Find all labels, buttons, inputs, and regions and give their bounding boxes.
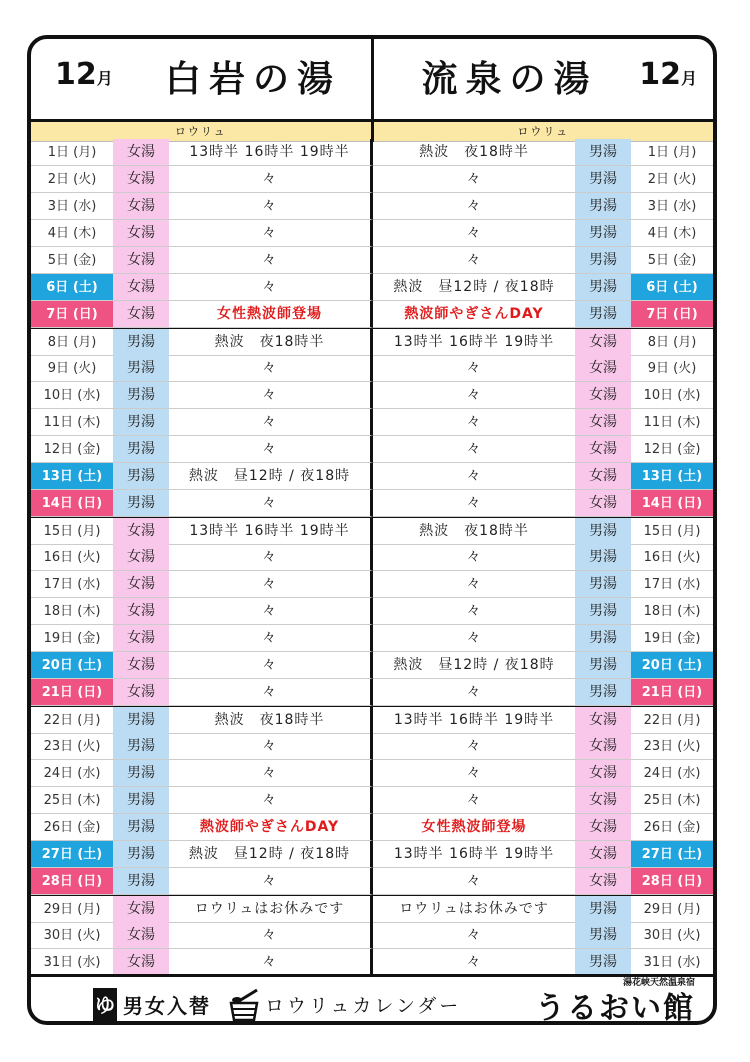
right-date-cell: 2日 (火) [631, 166, 713, 193]
right-date-cell: 22日 (月) [631, 707, 713, 734]
left-gender-cell: 男湯 [113, 355, 169, 382]
right-gender-cell: 男湯 [575, 166, 631, 193]
left-gender-cell: 男湯 [113, 329, 169, 356]
right-gender-cell: 男湯 [575, 301, 631, 328]
right-gender-cell: 女湯 [575, 707, 631, 734]
left-event-cell: 々 [169, 733, 373, 760]
right-event-cell: 熱波 昼12時 / 夜18時 [373, 652, 575, 679]
brand-name: うるおい館 [535, 990, 695, 1025]
left-gender-cell: 女湯 [113, 274, 169, 301]
right-gender-cell: 男湯 [575, 139, 631, 166]
left-gender-cell: 女湯 [113, 652, 169, 679]
footer-title-swap: 男女入替 [123, 994, 211, 1018]
right-gender-cell: 女湯 [575, 760, 631, 787]
right-date-cell: 28日 (日) [631, 868, 713, 895]
right-date-cell: 23日 (火) [631, 733, 713, 760]
left-date-cell: 6日 (土) [31, 274, 113, 301]
right-date-cell: 1日 (月) [631, 139, 713, 166]
left-gender-cell: 男湯 [113, 868, 169, 895]
month-left [55, 57, 113, 92]
header-right [374, 39, 714, 119]
table-row [31, 733, 713, 760]
right-gender-cell: 男湯 [575, 544, 631, 571]
right-date-cell: 9日 (火) [631, 355, 713, 382]
left-gender-cell: 女湯 [113, 220, 169, 247]
table-row [31, 814, 713, 841]
right-event-cell: ロウリュはお休みです [373, 896, 575, 923]
right-event-cell: 13時半 16時半 19時半 [373, 707, 575, 734]
left-date-cell: 21日 (日) [31, 679, 113, 706]
right-gender-cell: 男湯 [575, 652, 631, 679]
footer [31, 974, 713, 1025]
table-row [31, 220, 713, 247]
right-gender-cell: 女湯 [575, 329, 631, 356]
right-date-cell: 25日 (木) [631, 787, 713, 814]
right-date-cell: 11日 (木) [631, 409, 713, 436]
table-row [31, 652, 713, 679]
left-event-cell: ロウリュはお休みです [169, 896, 373, 923]
header [31, 39, 713, 119]
table-row [31, 895, 713, 923]
right-gender-cell: 女湯 [575, 814, 631, 841]
left-date-cell: 29日 (月) [31, 896, 113, 923]
left-event-cell: 々 [169, 274, 373, 301]
right-event-cell: 熱波 夜18時半 [373, 139, 575, 166]
table-row [31, 868, 713, 895]
right-date-cell: 15日 (月) [631, 518, 713, 545]
left-date-cell: 23日 (火) [31, 733, 113, 760]
right-date-cell: 6日 (土) [631, 274, 713, 301]
left-gender-cell: 女湯 [113, 922, 169, 949]
right-event-cell: 々 [373, 355, 575, 382]
left-date-cell: 30日 (火) [31, 922, 113, 949]
left-event-cell: 々 [169, 355, 373, 382]
right-date-cell: 31日 (水) [631, 949, 713, 976]
right-gender-cell: 男湯 [575, 598, 631, 625]
right-gender-cell: 男湯 [575, 193, 631, 220]
left-event-cell: 々 [169, 922, 373, 949]
table-row [31, 679, 713, 706]
right-date-cell: 8日 (月) [631, 329, 713, 356]
left-date-cell: 28日 (日) [31, 868, 113, 895]
right-gender-cell: 女湯 [575, 841, 631, 868]
right-gender-cell: 男湯 [575, 896, 631, 923]
table-row [31, 841, 713, 868]
right-event-cell: 々 [373, 949, 575, 976]
right-gender-cell: 男湯 [575, 679, 631, 706]
left-event-cell: 々 [169, 868, 373, 895]
right-date-cell: 26日 (金) [631, 814, 713, 841]
left-event-cell: 熱波 夜18時半 [169, 707, 373, 734]
right-event-cell: 々 [373, 733, 575, 760]
right-event-cell: 々 [373, 760, 575, 787]
left-gender-cell: 女湯 [113, 679, 169, 706]
month-left-number: 12 [55, 57, 97, 92]
left-date-cell: 15日 (月) [31, 518, 113, 545]
right-event-cell: 々 [373, 787, 575, 814]
left-date-cell: 8日 (月) [31, 329, 113, 356]
right-event-cell: 々 [373, 598, 575, 625]
left-gender-cell: 女湯 [113, 625, 169, 652]
left-gender-cell: 女湯 [113, 949, 169, 976]
header-left [31, 39, 374, 119]
right-gender-cell: 女湯 [575, 463, 631, 490]
left-event-cell: 々 [169, 679, 373, 706]
table-row [31, 193, 713, 220]
right-event-cell: 々 [373, 625, 575, 652]
table-row [31, 436, 713, 463]
left-date-cell: 9日 (火) [31, 355, 113, 382]
table-row [31, 463, 713, 490]
left-date-cell: 27日 (土) [31, 841, 113, 868]
left-gender-cell: 男湯 [113, 707, 169, 734]
right-gender-cell: 女湯 [575, 382, 631, 409]
right-date-cell: 19日 (金) [631, 625, 713, 652]
left-date-cell: 31日 (水) [31, 949, 113, 976]
right-event-cell: 々 [373, 463, 575, 490]
left-event-cell: 熱波 昼12時 / 夜18時 [169, 463, 373, 490]
left-event-cell: 熱波 昼12時 / 夜18時 [169, 841, 373, 868]
left-date-cell: 11日 (木) [31, 409, 113, 436]
left-event-cell: 々 [169, 625, 373, 652]
right-gender-cell: 女湯 [575, 868, 631, 895]
left-date-cell: 5日 (金) [31, 247, 113, 274]
right-event-cell: 熱波師やぎさんDAY [373, 301, 575, 328]
right-gender-cell: 女湯 [575, 733, 631, 760]
left-date-cell: 16日 (火) [31, 544, 113, 571]
left-date-cell: 12日 (金) [31, 436, 113, 463]
month-right-number: 12 [639, 57, 681, 92]
right-date-cell: 27日 (土) [631, 841, 713, 868]
right-event-cell: 々 [373, 436, 575, 463]
right-gender-cell: 男湯 [575, 625, 631, 652]
footer-title-calendar: ロウリュカレンダー [265, 995, 462, 1017]
left-gender-cell: 女湯 [113, 518, 169, 545]
left-event-cell: 々 [169, 544, 373, 571]
table-row [31, 706, 713, 734]
table-row [31, 382, 713, 409]
left-gender-cell: 男湯 [113, 787, 169, 814]
right-event-cell: 々 [373, 166, 575, 193]
left-event-cell: 々 [169, 652, 373, 679]
table-row [31, 355, 713, 382]
table-row [31, 598, 713, 625]
left-date-cell: 1日 (月) [31, 139, 113, 166]
right-event-cell: 13時半 16時半 19時半 [373, 841, 575, 868]
right-gender-cell: 女湯 [575, 355, 631, 382]
table-row [31, 409, 713, 436]
month-left-unit: 月 [96, 69, 113, 88]
right-gender-cell: 男湯 [575, 922, 631, 949]
right-event-cell: 々 [373, 679, 575, 706]
left-date-cell: 18日 (木) [31, 598, 113, 625]
table-row [31, 328, 713, 356]
right-date-cell: 4日 (木) [631, 220, 713, 247]
right-event-cell: 々 [373, 490, 575, 517]
loyly-label-right: ロウリュ [374, 122, 714, 142]
left-date-cell: 10日 (水) [31, 382, 113, 409]
left-gender-cell: 男湯 [113, 733, 169, 760]
left-event-cell: 々 [169, 949, 373, 976]
left-date-cell: 22日 (月) [31, 707, 113, 734]
left-event-cell: 々 [169, 598, 373, 625]
left-gender-cell: 女湯 [113, 598, 169, 625]
table-row [31, 166, 713, 193]
right-event-cell: 々 [373, 922, 575, 949]
table-row [31, 247, 713, 274]
right-date-cell: 16日 (火) [631, 544, 713, 571]
right-event-cell: 々 [373, 247, 575, 274]
right-gender-cell: 男湯 [575, 220, 631, 247]
right-date-cell: 30日 (火) [631, 922, 713, 949]
left-date-cell: 17日 (水) [31, 571, 113, 598]
left-event-cell: 熱波師やぎさんDAY [169, 814, 373, 841]
right-date-cell: 17日 (水) [631, 571, 713, 598]
left-date-cell: 20日 (土) [31, 652, 113, 679]
right-date-cell: 20日 (土) [631, 652, 713, 679]
right-gender-cell: 男湯 [575, 247, 631, 274]
table-row [31, 139, 713, 166]
left-event-cell: 々 [169, 436, 373, 463]
brand-subtitle: 湯花峡天然温泉宿 [622, 977, 695, 988]
sauna-bucket-icon [227, 987, 261, 1023]
left-date-cell: 2日 (火) [31, 166, 113, 193]
left-gender-cell: 女湯 [113, 166, 169, 193]
right-date-cell: 21日 (日) [631, 679, 713, 706]
left-event-cell: 々 [169, 166, 373, 193]
left-event-cell: 々 [169, 571, 373, 598]
right-event-cell: 々 [373, 382, 575, 409]
right-gender-cell: 男湯 [575, 518, 631, 545]
right-date-cell: 5日 (金) [631, 247, 713, 274]
table-row [31, 301, 713, 328]
left-date-cell: 14日 (日) [31, 490, 113, 517]
right-event-cell: 々 [373, 544, 575, 571]
left-event-cell: 熱波 夜18時半 [169, 329, 373, 356]
left-gender-cell: 女湯 [113, 544, 169, 571]
left-date-cell: 13日 (土) [31, 463, 113, 490]
right-event-cell: 熱波 昼12時 / 夜18時 [373, 274, 575, 301]
left-event-cell: 々 [169, 490, 373, 517]
table-row [31, 571, 713, 598]
right-date-cell: 14日 (日) [631, 490, 713, 517]
yu-logo-icon: ゆ [93, 988, 117, 1022]
right-date-cell: 3日 (水) [631, 193, 713, 220]
right-date-cell: 12日 (金) [631, 436, 713, 463]
left-date-cell: 25日 (木) [31, 787, 113, 814]
right-event-cell: 々 [373, 571, 575, 598]
left-gender-cell: 男湯 [113, 436, 169, 463]
right-gender-cell: 女湯 [575, 436, 631, 463]
left-gender-cell: 男湯 [113, 490, 169, 517]
table-row [31, 949, 713, 976]
left-gender-cell: 男湯 [113, 409, 169, 436]
left-gender-cell: 男湯 [113, 463, 169, 490]
right-bath-title: 流泉の湯 [421, 58, 598, 100]
right-event-cell: 熱波 夜18時半 [373, 518, 575, 545]
right-gender-cell: 女湯 [575, 490, 631, 517]
left-date-cell: 26日 (金) [31, 814, 113, 841]
left-date-cell: 3日 (水) [31, 193, 113, 220]
left-gender-cell: 男湯 [113, 382, 169, 409]
table-row [31, 922, 713, 949]
left-gender-cell: 女湯 [113, 193, 169, 220]
left-bath-title: 白岩の湯 [165, 58, 342, 100]
right-gender-cell: 女湯 [575, 787, 631, 814]
right-gender-cell: 女湯 [575, 409, 631, 436]
right-event-cell: 女性熱波師登場 [373, 814, 575, 841]
left-event-cell: 13時半 16時半 19時半 [169, 139, 373, 166]
left-gender-cell: 女湯 [113, 896, 169, 923]
right-date-cell: 18日 (木) [631, 598, 713, 625]
right-date-cell: 29日 (月) [631, 896, 713, 923]
left-event-cell: 13時半 16時半 19時半 [169, 518, 373, 545]
left-gender-cell: 女湯 [113, 247, 169, 274]
left-date-cell: 4日 (木) [31, 220, 113, 247]
brand-logo [535, 977, 695, 1026]
left-date-cell: 7日 (日) [31, 301, 113, 328]
month-right [639, 57, 697, 92]
table-row [31, 760, 713, 787]
left-gender-cell: 男湯 [113, 841, 169, 868]
table-row [31, 490, 713, 517]
right-event-cell: 13時半 16時半 19時半 [373, 329, 575, 356]
right-event-cell: 々 [373, 193, 575, 220]
right-event-cell: 々 [373, 409, 575, 436]
left-event-cell: 々 [169, 760, 373, 787]
right-gender-cell: 男湯 [575, 274, 631, 301]
right-gender-cell: 男湯 [575, 949, 631, 976]
left-event-cell: 女性熱波師登場 [169, 301, 373, 328]
table-row [31, 544, 713, 571]
right-date-cell: 13日 (土) [631, 463, 713, 490]
left-event-cell: 々 [169, 409, 373, 436]
left-event-cell: 々 [169, 220, 373, 247]
left-gender-cell: 女湯 [113, 301, 169, 328]
loyly-label-left: ロウリュ [31, 122, 374, 142]
table-row [31, 274, 713, 301]
right-event-cell: 々 [373, 868, 575, 895]
left-date-cell: 24日 (水) [31, 760, 113, 787]
left-event-cell: 々 [169, 787, 373, 814]
left-event-cell: 々 [169, 382, 373, 409]
table-row [31, 625, 713, 652]
left-event-cell: 々 [169, 247, 373, 274]
right-gender-cell: 男湯 [575, 571, 631, 598]
month-right-unit: 月 [680, 69, 697, 88]
right-event-cell: 々 [373, 220, 575, 247]
left-date-cell: 19日 (金) [31, 625, 113, 652]
table-row [31, 517, 713, 545]
left-gender-cell: 男湯 [113, 814, 169, 841]
calendar-frame [27, 35, 717, 1025]
left-gender-cell: 女湯 [113, 139, 169, 166]
right-date-cell: 7日 (日) [631, 301, 713, 328]
right-date-cell: 10日 (水) [631, 382, 713, 409]
table-row [31, 787, 713, 814]
left-gender-cell: 男湯 [113, 760, 169, 787]
right-date-cell: 24日 (水) [631, 760, 713, 787]
left-gender-cell: 女湯 [113, 571, 169, 598]
left-event-cell: 々 [169, 193, 373, 220]
